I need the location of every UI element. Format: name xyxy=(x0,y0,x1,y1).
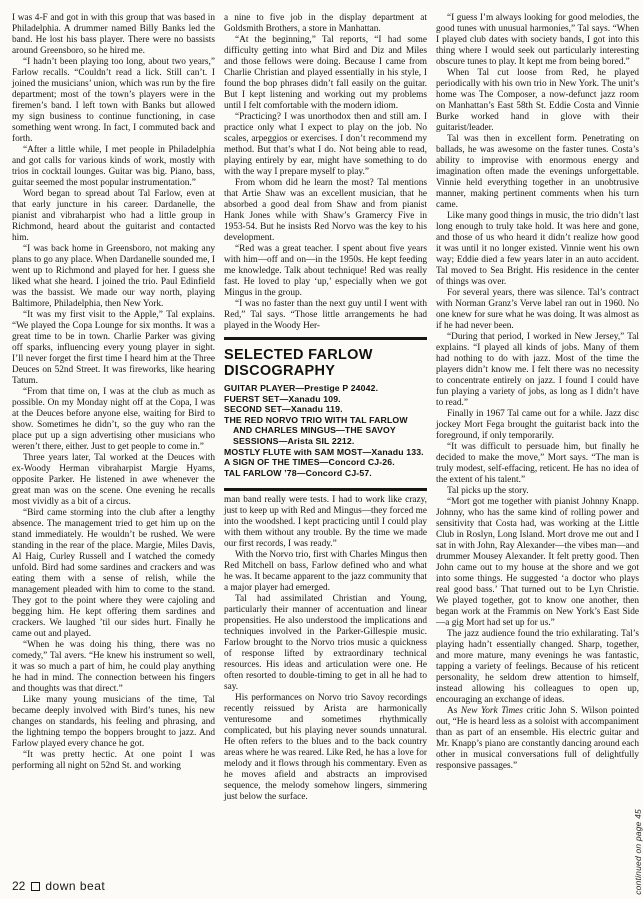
open-square-icon xyxy=(31,882,40,891)
page-number: 22 xyxy=(12,879,26,893)
paragraph: “At the beginning,” Tal reports, “I had some difficulty getting into what Bird and Diz and Miles and those fellows were doing. Because I came from Charlie Christian and played essentially in his style, I found the bop phrases didn’t fall easily on the guitar. But I kept listening and working out my problems until I felt comfortable with the modern idiom. xyxy=(224,35,427,111)
paragraph: man band really were tests. I had to work like crazy, just to keep up with Red and Mingus—they forced me into the woodshed. I kept practicing until I could play with them without any trouble. By the time we made our first records, I was ready.” xyxy=(224,495,427,550)
column-1 xyxy=(12,13,215,803)
discography-item: THE RED NORVO TRIO WITH TAL FARLOW AND CHARLES MINGUS—THE SAVOY SESSIONS—Arista SIL 2212. xyxy=(224,414,408,446)
paragraph: As New York Times critic John S. Wilson pointed out, “He is heard less as a soloist with accompaniment than as part of an ensemble. His electric guitar and Mr. Knapp’s piano are constantly dancing around each other in musical conversations full of delightfully responsive passages.” xyxy=(436,706,640,771)
paragraph: “I guess I’m always looking for good melodies, the good tunes with unusual harmonies,” Tal says. “When I played club dates with society bands, I got into this thing where I would seek out particularly interesting obscure tunes to play. It kept me from being bored.” xyxy=(436,13,639,67)
paragraph: For several years, there was silence. Tal’s contract with Norman Granz’s Verve label ran out in 1960. No one knew for sure what he was doing. It was almost as if he had never been. xyxy=(436,288,639,331)
discography-item: SECOND SET—Xanadu 119. xyxy=(224,404,343,415)
discography-item: A SIGN OF THE TIMES—Concord CJ-26. xyxy=(224,457,395,468)
paragraph: Tal picks up the story. xyxy=(447,486,529,496)
paragraph: With the Norvo trio, first with Charles Mingus then Red Mitchell on bass, Farlow defined who and what he was. It became apparent to the jazz community that a major player had emerged. xyxy=(224,550,427,594)
column-2-bottom xyxy=(224,495,427,803)
page-footer xyxy=(12,880,105,893)
paragraph: His performances on Norvo trio Savoy recordings recently reissued by Arista are harmonically venturesome and sometimes rhythmically complicated, but his playing never sounds unnatural. He often refers to the blues and to the back country areas where he was reared. Like Red, he has a love for melody and it flows through his commentary. Even as he moves afield and abstracts an improvised sequence, the melody somehow lingers, simmering just below the surface. xyxy=(224,693,427,803)
paragraph: “When he was doing his thing, there was no comedy,” Tal avers. “He knew his instrument so well, it was so much a part of him, he could play anything he had in mind. The connection between his fingers and thoughts was that direct.” xyxy=(12,640,215,694)
paragraph: From whom did he learn the most? Tal mentions that Artie Shaw was an excellent musician, that he absorbed a good deal from Shaw and from pianist Hank Jones while with Shaw’s Gramercy Five in 1953-54. But he insists Red Norvo was the key to his development. xyxy=(224,178,427,243)
paragraph: I was 4-F and got in with this group that was based in Philadelphia. A drummer named Billy Banks led the band. He lost his bass player. There were no bassists around Greensboro, so he hired me. xyxy=(12,13,215,56)
discography-item: MOSTLY FLUTE with SAM MOST—Xanadu 133. xyxy=(224,446,424,457)
paragraph: “It was difficult to persuade him, but finally he decided to make the move,” Mort says. “The man is truly modest, self-effacing, reticent. He has no idea of the extent of his talent.” xyxy=(436,442,639,485)
discography-title: SELECTED FARLOW DISCOGRAPHY xyxy=(224,347,373,379)
column-2-top xyxy=(224,13,427,332)
discography-item: GUITAR PLAYER—Prestige P 24042. xyxy=(224,383,379,393)
paragraph: “I was back home in Greensboro, not making any plans to go any place. When Dardanelle sounded me, I went up to Richmond and played for her. I guess she liked what she heard. I joined the trio. Paul Edinfield was the bassist. We made our way north, playing Baltimore, Philadelphia, then New York. xyxy=(12,244,216,309)
paragraph: “I hadn’t been playing too long, about two years,” Farlow recalls. “Couldn’t read a lick. Still can’t. I joined the musicians’ union, which was run by the fire department; most of the town’s players were in the firemen’s band. I left town with Banks but allowed my sign business to continue functioning, in case something went wrong. In fact, I commuted back and forth. xyxy=(12,57,215,144)
paragraph: “During that period, I worked in New Jersey,” Tal explains. “I played all kinds of jobs. Many of them had nothing to do with jazz. Most of the time the players didn’t know me. I felt there was no necessity to concentrate entirely on jazz. I found I could have fun playing a variety of jobs, as long as I didn’t have to read.” xyxy=(436,332,639,408)
discography-list xyxy=(224,383,427,478)
discography-item: FUERST SET—Xanadu 109. xyxy=(224,393,341,404)
paragraph: “Practicing? I was unorthodox then and still am. I practice only what I expect to play on the job. No scales, arpeggios or exercises. I don’t recommend my method. But that’s what I do. Not being able to read, playing entirely by ear, might have something to do with the way I prepare myself to play.” xyxy=(224,112,427,177)
discography-box xyxy=(224,337,427,491)
paragraph: “I was no faster than the next guy until I went with Red,” Tal says. “Those little arrangements he had played in the Woody Her- xyxy=(224,299,427,331)
paragraph: Like many good things in music, the trio didn’t last long enough to truly take hold. It was here and gone, and those of us who heard it didn’t realize how good it was until it no longer existed. Vinnie went his own way; Eddie died a few years later in an auto accident. Tal moved to Sea Bright. His residence in the center of things was over. xyxy=(436,211,639,287)
paragraph: The jazz audience found the trio exhilarating. Tal’s playing hadn’t essentially changed. Sharp, together, and more mature, many evenings he was fantastic, tapping a variety of feelings. Because of his reticent personality, he seldom drew attention to himself, instead allowing his colleagues to open up, encouraging an exchange of ideas. xyxy=(436,629,639,705)
paragraph: Three years later, Tal worked at the Deuces with ex-Woody Herman vibraharpist Margie Hyams, opposite Parker. He listened in awe whenever the great man was on the scene. One evening he recalls most vividly as a bit of a circus. xyxy=(12,453,215,507)
paragraph: When Tal cut loose from Red, he played periodically with his own trio in New York. The unit’s home was The Composer, a now-defunct jazz room on Manhattan’s East 58th St. Eddie Costa and Vinnie Burke worked hand in glove with their guitarist/leader. xyxy=(436,68,639,133)
column-3 xyxy=(436,13,639,803)
paragraph: Tal was then in excellent form. Penetrating on ballads, he was awesome on the faster tunes. Costa’s ability to improvise with enormous energy and imagination often made the evenings unforgettable. Vinnie held everything together in an unobtrusive manner, making pertinent comments when his turn came. xyxy=(436,134,639,210)
magazine-name: down beat xyxy=(45,879,106,893)
paragraph: Word began to spread about Tal Farlow, even at that early juncture in his career. Dardanelle, the pianist and vibraharpist who had a little group in Richmond, heard about the guitarist and contacted him. xyxy=(12,189,215,243)
paragraph: “Mort got me together with pianist Johnny Knapp. Johnny, who has the same kind of rolling power and sensitivity that Costa had, was working at the Little Club in Roslyn, Long Island. Mort drove me out and I sat in with John, Ray Alexander—the vibes man—and drummer Mousey Alexander. It felt pretty good. Then John came out to my house at the shore and we got into some things. He suggested ‘a doctor who plays real good bass.’ That turned out to be Lyn Christie. We played together, got to know one another, then began work at the Frammis on New York’s East Side—a gig Mort had set up for us.” xyxy=(436,497,639,628)
paragraph: “It was pretty hectic. At one point I was performing all night on 52nd St. and working xyxy=(12,750,215,771)
paragraph: Tal had assimilated Christian and Young, particularly their manner of accentuation and linear propensities. He also understood the implications and techniques involved in the Parker-Gillespie music. Farlow brought to the Norvo trios music a quickness of response lifted by extraordinary technical resources. His ideas and articulation were one. He often resorted to double-timing to get in all he had to say. xyxy=(224,594,427,693)
paragraph: “After a little while, I met people in Philadelphia and got calls for various kinds of work, mostly with trios in cocktail lounges. Guitar was big. Piano, bass, guitar seemed the most popular instrumentation.” xyxy=(12,145,215,188)
paragraph: “Red was a great teacher. I spent about five years with him—off and on—in the 1950s. He kept feeding me knowledge. Talk about technique! Red was really fast. He loved to play ‘up,’ especially when we got Mingus in the group. xyxy=(224,244,427,298)
paragraph: “It was my first visit to the Apple,” Tal explains. “We played the Copa Lounge for six months. It was a great time to be in town. Charlie Parker was giving off sparks, influencing every young player in sight. I’ll never forget the first time I heard him at the Three Deuces on 52nd Street. It was fireworks, like hearing Tatum. xyxy=(12,310,215,386)
paragraph: Finally in 1967 Tal came out for a while. Jazz disc jockey Mort Fega brought the guitarist back into the foreground, if only temporarily. xyxy=(436,409,639,441)
paragraph: “Bird came storming into the club after a lengthy absence. The management tried to get him up on the stand immediately. He wouldn’t be rushed. We were standing in the rear of the place. Margie, Miles Davis, Al Haig, Curley Russell and I watched the comedy unfold. Bird had some sardines and crackers and was eating them with a sense of relish, while the management pleaded with him to come to the stand. They got to the point where they were cajoling and begging him. He kept offering them sardines and crackers. We laughed ’til our sides hurt. Finally he came out and played. xyxy=(12,508,215,639)
discography-item: TAL FARLOW ’78—Concord CJ-57. xyxy=(224,467,372,478)
paragraph: “From that time on, I was at the club as much as possible. On my Monday night off at the Copa, I was at the Deuces before anyone else, waiting for Bird to show. Sometimes he didn’t, so the guy who ran the place put up a sign advertising other musicians who weren’t there, either. Just to get people to come in.” xyxy=(12,387,215,452)
paragraph: Like many young musicians of the time, Tal became deeply involved with Bird’s tunes, his new changes on standards, his feeling and phrasing, and the lightning tempo the boppers brought to jazz. And Farlow played every chance he got. xyxy=(12,695,215,749)
paragraph: a nine to five job in the display department at Goldsmith Brothers, a store in Manhattan. xyxy=(224,13,427,34)
continued-note: continued on page 45 xyxy=(633,809,643,895)
column-2 xyxy=(224,13,427,803)
